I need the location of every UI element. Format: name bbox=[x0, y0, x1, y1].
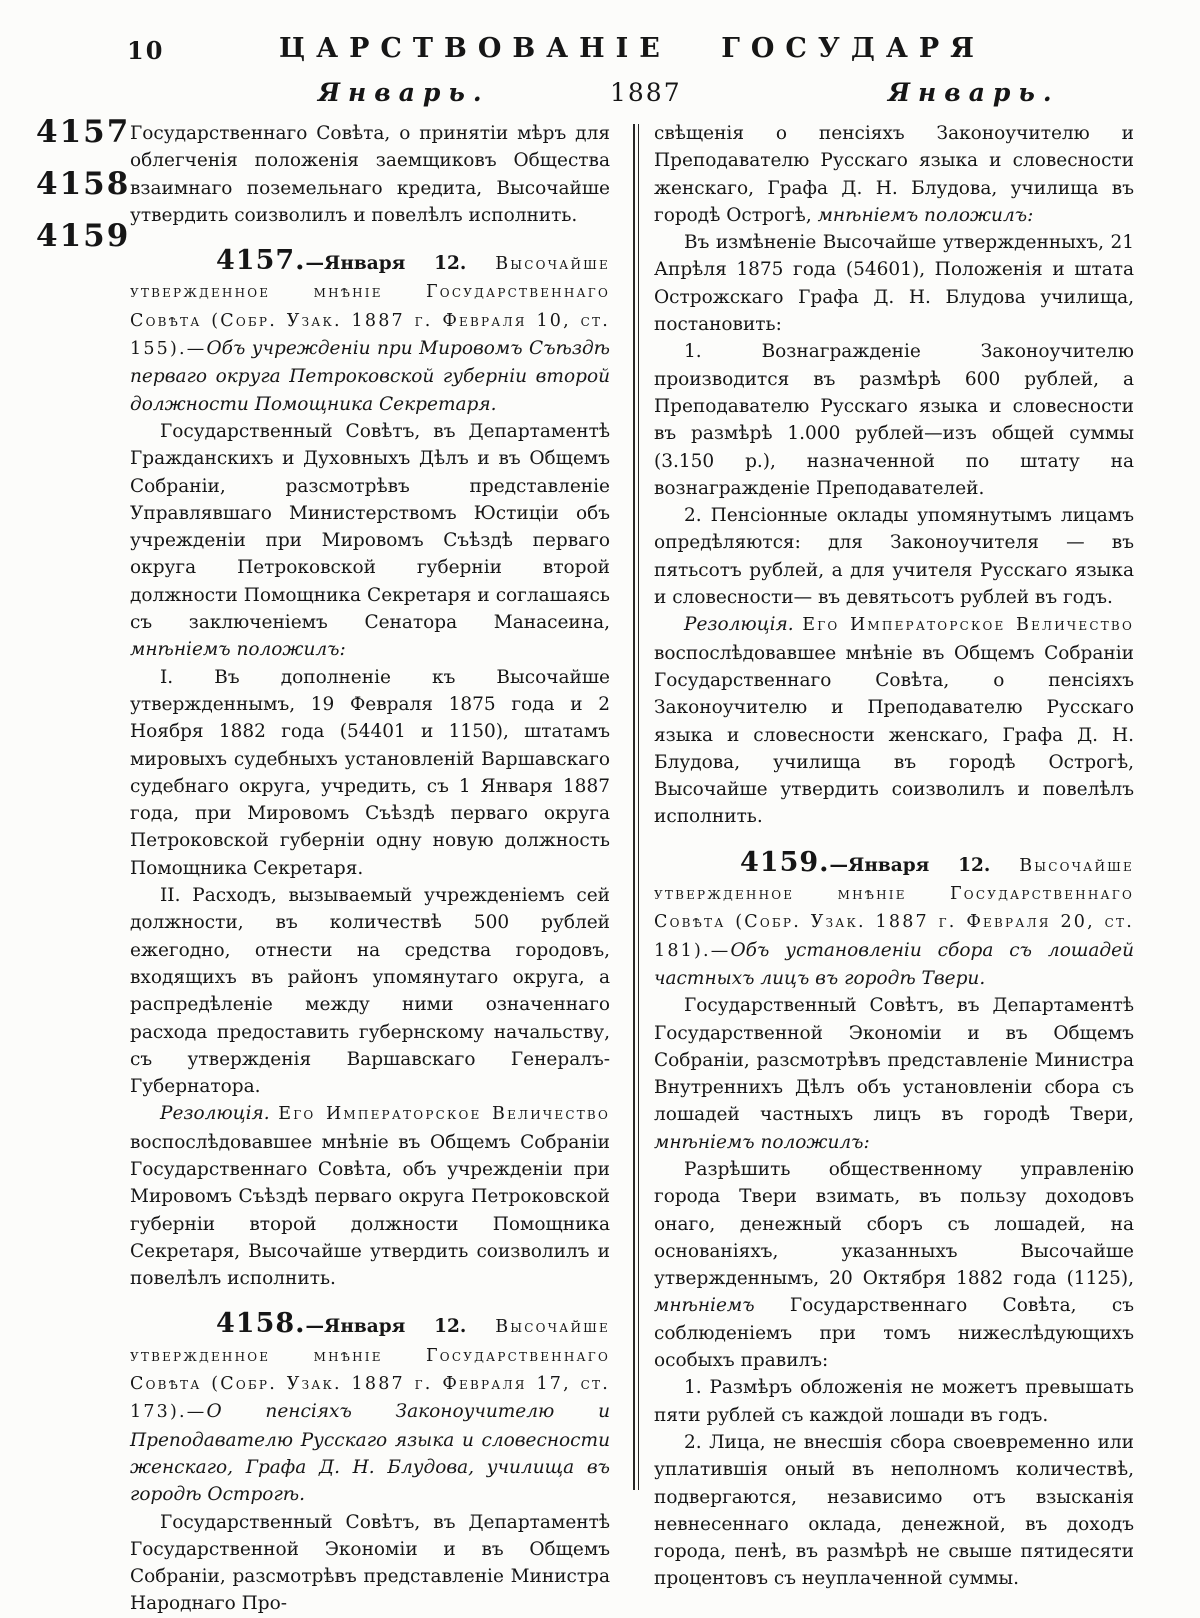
text-segment-entry-number: 4157. bbox=[216, 245, 306, 277]
text-segment-normal: 1. Вознагражденіе Законоучителю производится въ размѣрѣ 600 рублей, а Преподавателю Русскаго языка и словесности въ размѣрѣ 1.000 рублей—изъ общей суммы (3.150 р.), назначенной по штату на вознагражденіе Преподавателей. bbox=[654, 341, 1134, 499]
text-segment-italic: О пенсіяхъ Законоучителю и Преподавателю Русскаго языка и словесности женскаго, Графа Д. Н. Блудова, училища въ городѣ Острогѣ. bbox=[130, 1401, 610, 1506]
text-segment-normal: Государственнаго Совѣта, о принятіи мѣръ для облегченія положенія заемщиковъ Общества взаимнаго поземельнаго кредита, Высочайше утвердить соизволилъ и повелѣлъ исполнить. bbox=[130, 123, 610, 226]
text-segment-smallcaps: Его Императорское Величество bbox=[278, 1104, 610, 1125]
paragraph bbox=[654, 1429, 1134, 1593]
text-segment-smallcaps: Высочайше утвержденное мнѣніе Государственнаго Совѣта (Собр. Узак. 1887 г. Февраля 10, ст. 155).— bbox=[130, 254, 610, 360]
paragraph bbox=[654, 229, 1134, 338]
text-segment-smallcaps: Высочайше утвержденное мнѣніе Государственнаго Совѣта (Собр. Узак. 1887 г. Февраля 20, ст. 181).— bbox=[654, 855, 1134, 961]
text-segment-italic: мнѣніемъ положилъ: bbox=[654, 1131, 870, 1153]
text-segment-normal: 1. Размѣръ обложенія не можетъ превышать пяти рублей съ каждой лошади въ годъ. bbox=[654, 1377, 1134, 1426]
text-segment-normal: Государственнаго Совѣта, съ соблюденіемъ при томъ нижеслѣдующихъ особыхъ правилъ: bbox=[654, 1295, 1134, 1372]
paragraph bbox=[130, 1100, 610, 1292]
text-segment-italic: Объ учрежденіи при Мировомъ Съѣздѣ перваго округа Петроковской губерніи второй должности Помощника Секретаря. bbox=[130, 338, 610, 415]
text-segment-normal: Разрѣшить общественному управленію города Твери взимать, въ пользу доходовъ онаго, денежный сборъ съ лошадей, на основаніяхъ, указанныхъ Высочайше утвержденнымъ, 20 Октября 1882 года (1125), bbox=[654, 1158, 1134, 1290]
text-segment-normal: 2. Лица, не внесшія сбора своевременно или уплатившія оный въ неполномъ количествѣ, подвергаются, независимо отъ взысканія невнесеннаго оклада, денежной, въ доходъ города, пенѣ, въ размѣрѣ не свыше пятидесяти процентовъ съ неуплаченной суммы. bbox=[654, 1431, 1134, 1590]
text-segment-bold: —Января 12. bbox=[305, 1316, 496, 1338]
margin-entry-numbers bbox=[36, 114, 130, 270]
entry-heading bbox=[130, 247, 610, 418]
text-segment-smallcaps: Высочайше утвержденное мнѣніе Государственнаго Совѣта (Собр. Узак. 1887 г. Февраля 17, ст. 173).— bbox=[130, 1317, 610, 1423]
text-segment-normal bbox=[270, 1103, 279, 1124]
page-number: 10 bbox=[127, 36, 165, 65]
text-segment-italic: мнѣніемъ bbox=[654, 1295, 755, 1317]
text-segment-normal: воспослѣдовавшее мнѣніе въ Общемъ Собраніи Государственнаго Совѣта, о пенсіяхъ Законоучителю и Преподавателю Русскаго языка и словесности женскаго, Графа Д. Н. Блудова, училища въ городѣ Острогѣ, Высочайше утвердить соизволилъ и повелѣлъ исполнить. bbox=[654, 642, 1134, 828]
running-title: ЦАРСТВОВАНІЕ ГОСУДАРЯ bbox=[279, 33, 985, 64]
text-segment-normal bbox=[794, 614, 803, 635]
dateline-month-right: Январь. bbox=[888, 78, 1060, 107]
text-segment-normal: Государственный Совѣтъ, въ Департаментѣ Государственной Экономіи и въ Общемъ Собраніи, разсмотрѣвъ представленіе Министра Народнаго Про- bbox=[130, 1511, 610, 1615]
column-divider-rule bbox=[633, 124, 639, 1490]
entry-heading bbox=[654, 846, 1134, 992]
paragraph bbox=[654, 338, 1134, 502]
paragraph bbox=[130, 882, 610, 1100]
dateline-year: 1887 bbox=[610, 78, 682, 107]
text-segment-bold: —Января 12. bbox=[829, 854, 1020, 876]
text-segment-normal: Государственный Совѣтъ, въ Департаментѣ Гражданскихъ и Духовныхъ Дѣлъ и въ Общемъ Собраніи, разсмотрѣвъ представленіе Управлявшаго Министерствомъ Юстиціи объ учрежденіи при Мировомъ Съѣздѣ перваго округа Петроковской губерніи второй должности Помощника Секретаря и соглашаясь съ заключеніемъ Сенатора Манасеина, bbox=[130, 420, 610, 634]
paragraph bbox=[654, 120, 1134, 229]
text-segment-normal: 2. Пенсіонные оклады упомянутымъ лицамъ опредѣляются: для Законоучителя — въ пятьсотъ рублей, а для учителя Русскаго языка и словесности— въ девятьсотъ рублей въ годъ. bbox=[654, 505, 1134, 609]
text-segment-normal: Въ измѣненіе Высочайше утвержденныхъ, 21 Апрѣля 1875 года (54601), Положенія и штата Острожскаго Графа Д. Н. Блудова училища, постановить: bbox=[654, 232, 1134, 336]
text-segment-normal: свѣщенія о пенсіяхъ Законоучителю и Преподавателю Русскаго языка и словесности женскаго, Графа Д. Н. Блудова, училища въ городѣ Острогѣ, bbox=[654, 123, 1134, 226]
text-segment-bold: —Января 12. bbox=[305, 253, 496, 275]
page-header bbox=[130, 33, 1134, 64]
text-segment-normal: Государственный Совѣтъ, въ Департаментѣ Государственной Экономіи и въ Общемъ Собраніи, разсмотрѣвъ представленіе Министра Внутреннихъ Дѣлъ объ установленіи сбора съ лошадей частныхъ лицъ въ городѣ Твери, bbox=[654, 995, 1134, 1126]
paragraph bbox=[654, 1374, 1134, 1429]
paragraph bbox=[654, 992, 1134, 1156]
paragraph bbox=[130, 664, 610, 882]
text-segment-italic: Резолюція. bbox=[684, 614, 794, 636]
right-column bbox=[654, 120, 1134, 1593]
text-segment-entry-number: 4158. bbox=[216, 1308, 306, 1340]
paragraph bbox=[654, 1156, 1134, 1374]
text-segment-italic: Объ установленіи сбора съ лошадей частныхъ лицъ въ городѣ Твери. bbox=[654, 939, 1134, 989]
dateline-month-left: Январь. bbox=[318, 78, 490, 107]
paragraph bbox=[654, 502, 1134, 611]
left-column bbox=[130, 120, 610, 1618]
text-segment-italic: мнѣніемъ положилъ: bbox=[130, 639, 346, 661]
text-segment-normal: II. Расходъ, вызываемый учрежденіемъ сей должности, въ количествѣ 500 рублей ежегодно, отнести на средства городовъ, входящихъ въ районъ упомянутаго округа, а распредѣленіе между ними означеннаго расхода предоставить губернскому начальству, съ утвержденія Варшавскаго Генералъ-Губернатора. bbox=[130, 885, 610, 1098]
paragraph bbox=[130, 1509, 610, 1618]
text-segment-smallcaps: Его Императорское Величество bbox=[802, 615, 1134, 636]
margin-number: 4158 bbox=[36, 166, 131, 202]
text-segment-italic: мнѣніемъ положилъ: bbox=[817, 204, 1034, 226]
margin-number: 4157 bbox=[36, 114, 131, 150]
paragraph bbox=[654, 611, 1134, 830]
text-segment-entry-number: 4159. bbox=[740, 846, 830, 878]
text-segment-normal: воспослѣдовавшее мнѣніе въ Общемъ Собраніи Государственнаго Совѣта, объ учрежденіи при Мировомъ Съѣздѣ перваго округа Петроковской губерніи второй должности Помощника Секретаря, Высочайше утвердить соизволилъ и повелѣлъ исполнить. bbox=[130, 1131, 610, 1290]
text-segment-italic: Резолюція. bbox=[160, 1103, 270, 1125]
entry-heading bbox=[130, 1310, 610, 1508]
text-segment-normal: I. Въ дополненіе къ Высочайше утвержденнымъ, 19 Февраля 1875 года и 2 Ноября 1882 года (54401 и 1150), штатамъ мировыхъ судебныхъ установленій Варшавскаго судебнаго округа, учредить, съ 1 Января 1887 года, при Мировомъ Съѣздѣ перваго округа Петроковской губерніи одну новую должность Помощника Секретаря. bbox=[130, 666, 610, 879]
margin-number: 4159 bbox=[36, 218, 131, 254]
paragraph bbox=[130, 418, 610, 664]
paragraph bbox=[130, 120, 610, 229]
